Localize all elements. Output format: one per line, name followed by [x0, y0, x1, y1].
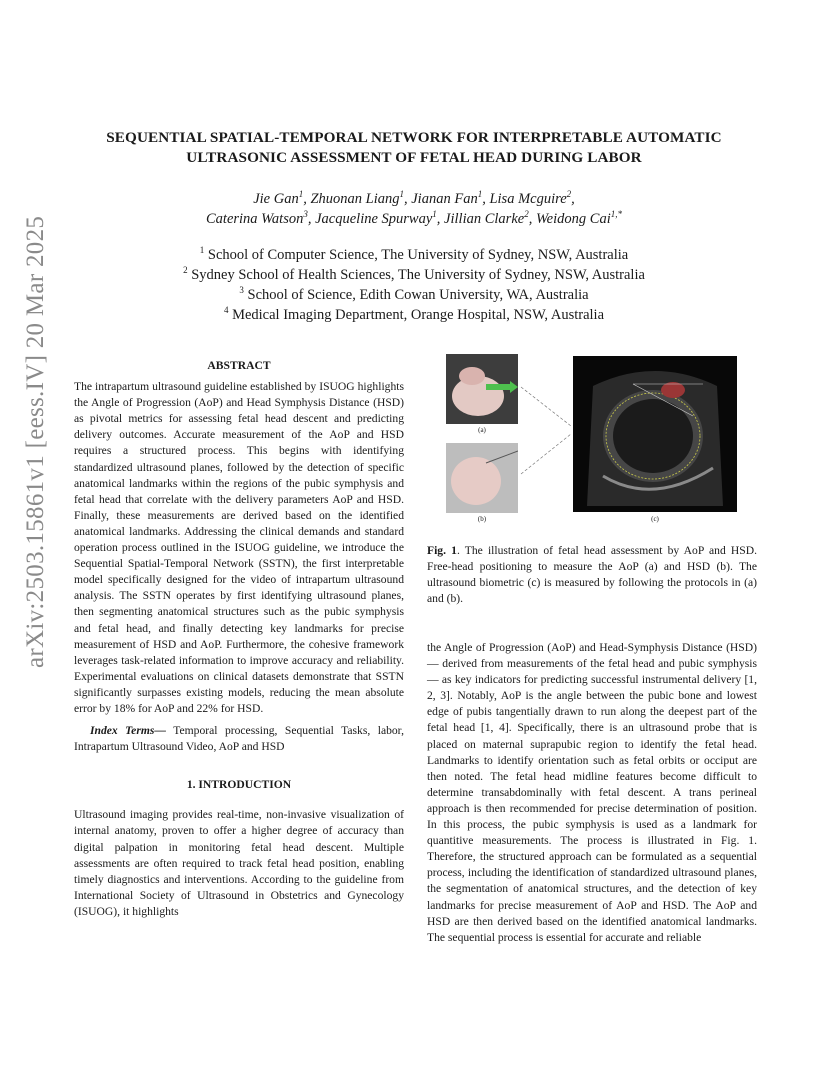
introduction-body-continued: the Angle of Progression (AoP) and Head-Symphysis Distance (HSD) — derived from measurements of the fetal head and pubic symphysis — as key indicators for predicting successful instrumental delivery [1, 2, 3]. Notably, AoP is the angle between the pubic bone and lowest edge of pubis tangentially drawn to run along the deepest part of the fetal head [1, 4]. Specifically, there is an ultrasound probe that is placed on maternal suprapubic region to identify the fetal head. Landmarks to identify orientation such as fetal orbits or occiput are then noted. The fetal head midline features become difficult to determine transabdominally with fetal descent. A trans perineal approach is then recommended for precise determination of position. In this process, the pubic symphysis is used as a landmark for quantitive measurements. The process is illustrated in Fig. 1. Therefore, the structured approach can be formulated as a sequential process, including the identification of standardized ultrasound planes, the segmentation of anatomical structures, and the detection of key landmarks for precise measurement of AoP and HSD. The AoP and HSD are then derived based on the identified anatomical landmarks. The sequential process is essential for accurate and reliable: [427, 641, 757, 944]
figure-panel-c-ultrasound: [573, 356, 737, 512]
affiliation: $^3$ School of Science, Edith Cowan University, WA, Australia: [239, 285, 589, 303]
figure-caption: [427, 543, 757, 607]
author: Zhuonan Liang: [310, 191, 400, 207]
author: Jillian Clarke: [444, 211, 525, 227]
author-line-1: Jie Gan$^1$, Zhuonan Liang$^1$, Jianan Fan$^1$, Lisa Mcguire$^2$,: [253, 189, 575, 207]
title-line-1: SEQUENTIAL SPATIAL-TEMPORAL NETWORK FOR INTERPRETABLE AUTOMATIC: [106, 129, 722, 146]
author: Lisa Mcguire: [489, 191, 567, 207]
introduction-body: Ultrasound imaging provides real-time, non-invasive visualization of internal anatomy, proven to offer a higher degree of accuracy than digital palpation in monitoring fetal head descent. Multiple assessments are often required to track fetal head position, enabling timely diagnostics and interventions. According to the guideline from International Society of Ultrasound in Obstetrics and Gynecology (ISUOG), it highlights: [74, 808, 404, 918]
index-terms-label: Index Terms—: [90, 724, 166, 738]
author-list: [60, 189, 768, 229]
affiliation: $^1$ School of Computer Science, The University of Sydney, NSW, Australia: [199, 245, 629, 263]
figure-sublabel-c: (c): [651, 515, 659, 523]
author-line-2: Caterina Watson$^3$, Jacqueline Spurway$^1$, Jillian Clarke$^2$, Weidong Cai$^{1,*}$: [206, 209, 622, 227]
affiliation: $^2$ Sydney School of Health Sciences, The University of Sydney, NSW, Australia: [183, 265, 645, 283]
figure-sublabel-a: (a): [478, 426, 486, 434]
author: Jie Gan: [253, 191, 299, 207]
abstract-section: [74, 358, 404, 920]
figure-sublabel-b: (b): [477, 515, 487, 523]
paper-title: [60, 128, 768, 168]
figure-panel-a-image: [446, 354, 518, 424]
author: Weidong Cai: [535, 211, 611, 227]
index-terms: [74, 723, 404, 755]
figure-panel-b-image: [446, 443, 518, 513]
figure-connector-lines: [519, 354, 575, 514]
introduction-continued: [427, 640, 757, 946]
figure-label: Fig. 1: [427, 544, 457, 557]
author: Jianan Fan: [411, 191, 478, 207]
title-line-2: ULTRASONIC ASSESSMENT OF FETAL HEAD DURING LABOR: [186, 149, 642, 166]
arxiv-identifier: arXiv:2503.15861v1 [eess.IV] 20 Mar 2025: [22, 215, 49, 668]
affiliation-list: [60, 245, 768, 325]
abstract-body: The intrapartum ultrasound guideline established by ISUOG highlights the Angle of Progression (AoP) and Head Symphysis Distance (HSD) as pivotal metrics for assessing fetal head descent and predicting delivery outcomes. Accurate measurement of the AoP and HSD requires a structured process. This begins with identifying standardized ultrasound planes, followed by the detection of specific anatomical landmarks within the regions of the pubic symphysis and fetal head that correlate with the delivery parameters AoP and HSD. Finally, these measurements are derived based on the identified anatomical landmarks. Addressing the clinical demands and standard operation process outlined in the ISUOG guideline, we introduce the Sequential Spatial-Temporal Network (SSTN), the first interpretable model specifically designed for the video of intrapartum ultrasound analysis. The SSTN operates by first identifying ultrasound planes, then segmenting anatomical structures such as the pubic symphysis and fetal head, and finally detecting key landmarks for precise measurement of HSD and AoP. Furthermore, the cohesive framework leverages task-related information to improve accuracy and reliability. Experimental evaluations on clinical datasets demonstrate that SSTN significantly surpasses existing models, reducing the mean absolute error by 18% for AoP and 22% for HSD.: [74, 380, 404, 715]
abstract-heading: ABSTRACT: [207, 359, 271, 372]
index-terms-text: Temporal processing, Sequential Tasks, labor, Intrapartum Ultrasound Video, AoP and HSD: [74, 724, 404, 754]
author: Caterina Watson: [206, 211, 304, 227]
affiliation: $^4$ Medical Imaging Department, Orange Hospital, NSW, Australia: [223, 305, 605, 323]
section-heading-introduction: 1. INTRODUCTION: [186, 778, 292, 792]
figure-1: [427, 354, 757, 526]
author: Jacqueline Spurway: [315, 211, 433, 227]
figure-caption-text: . The illustration of fetal head assessment by AoP and HSD. Free-head positioning to measure the AoP (a) and HSD (b). The ultrasound biometric (c) is measured by following the protocols in (a) and (b).: [427, 544, 757, 606]
